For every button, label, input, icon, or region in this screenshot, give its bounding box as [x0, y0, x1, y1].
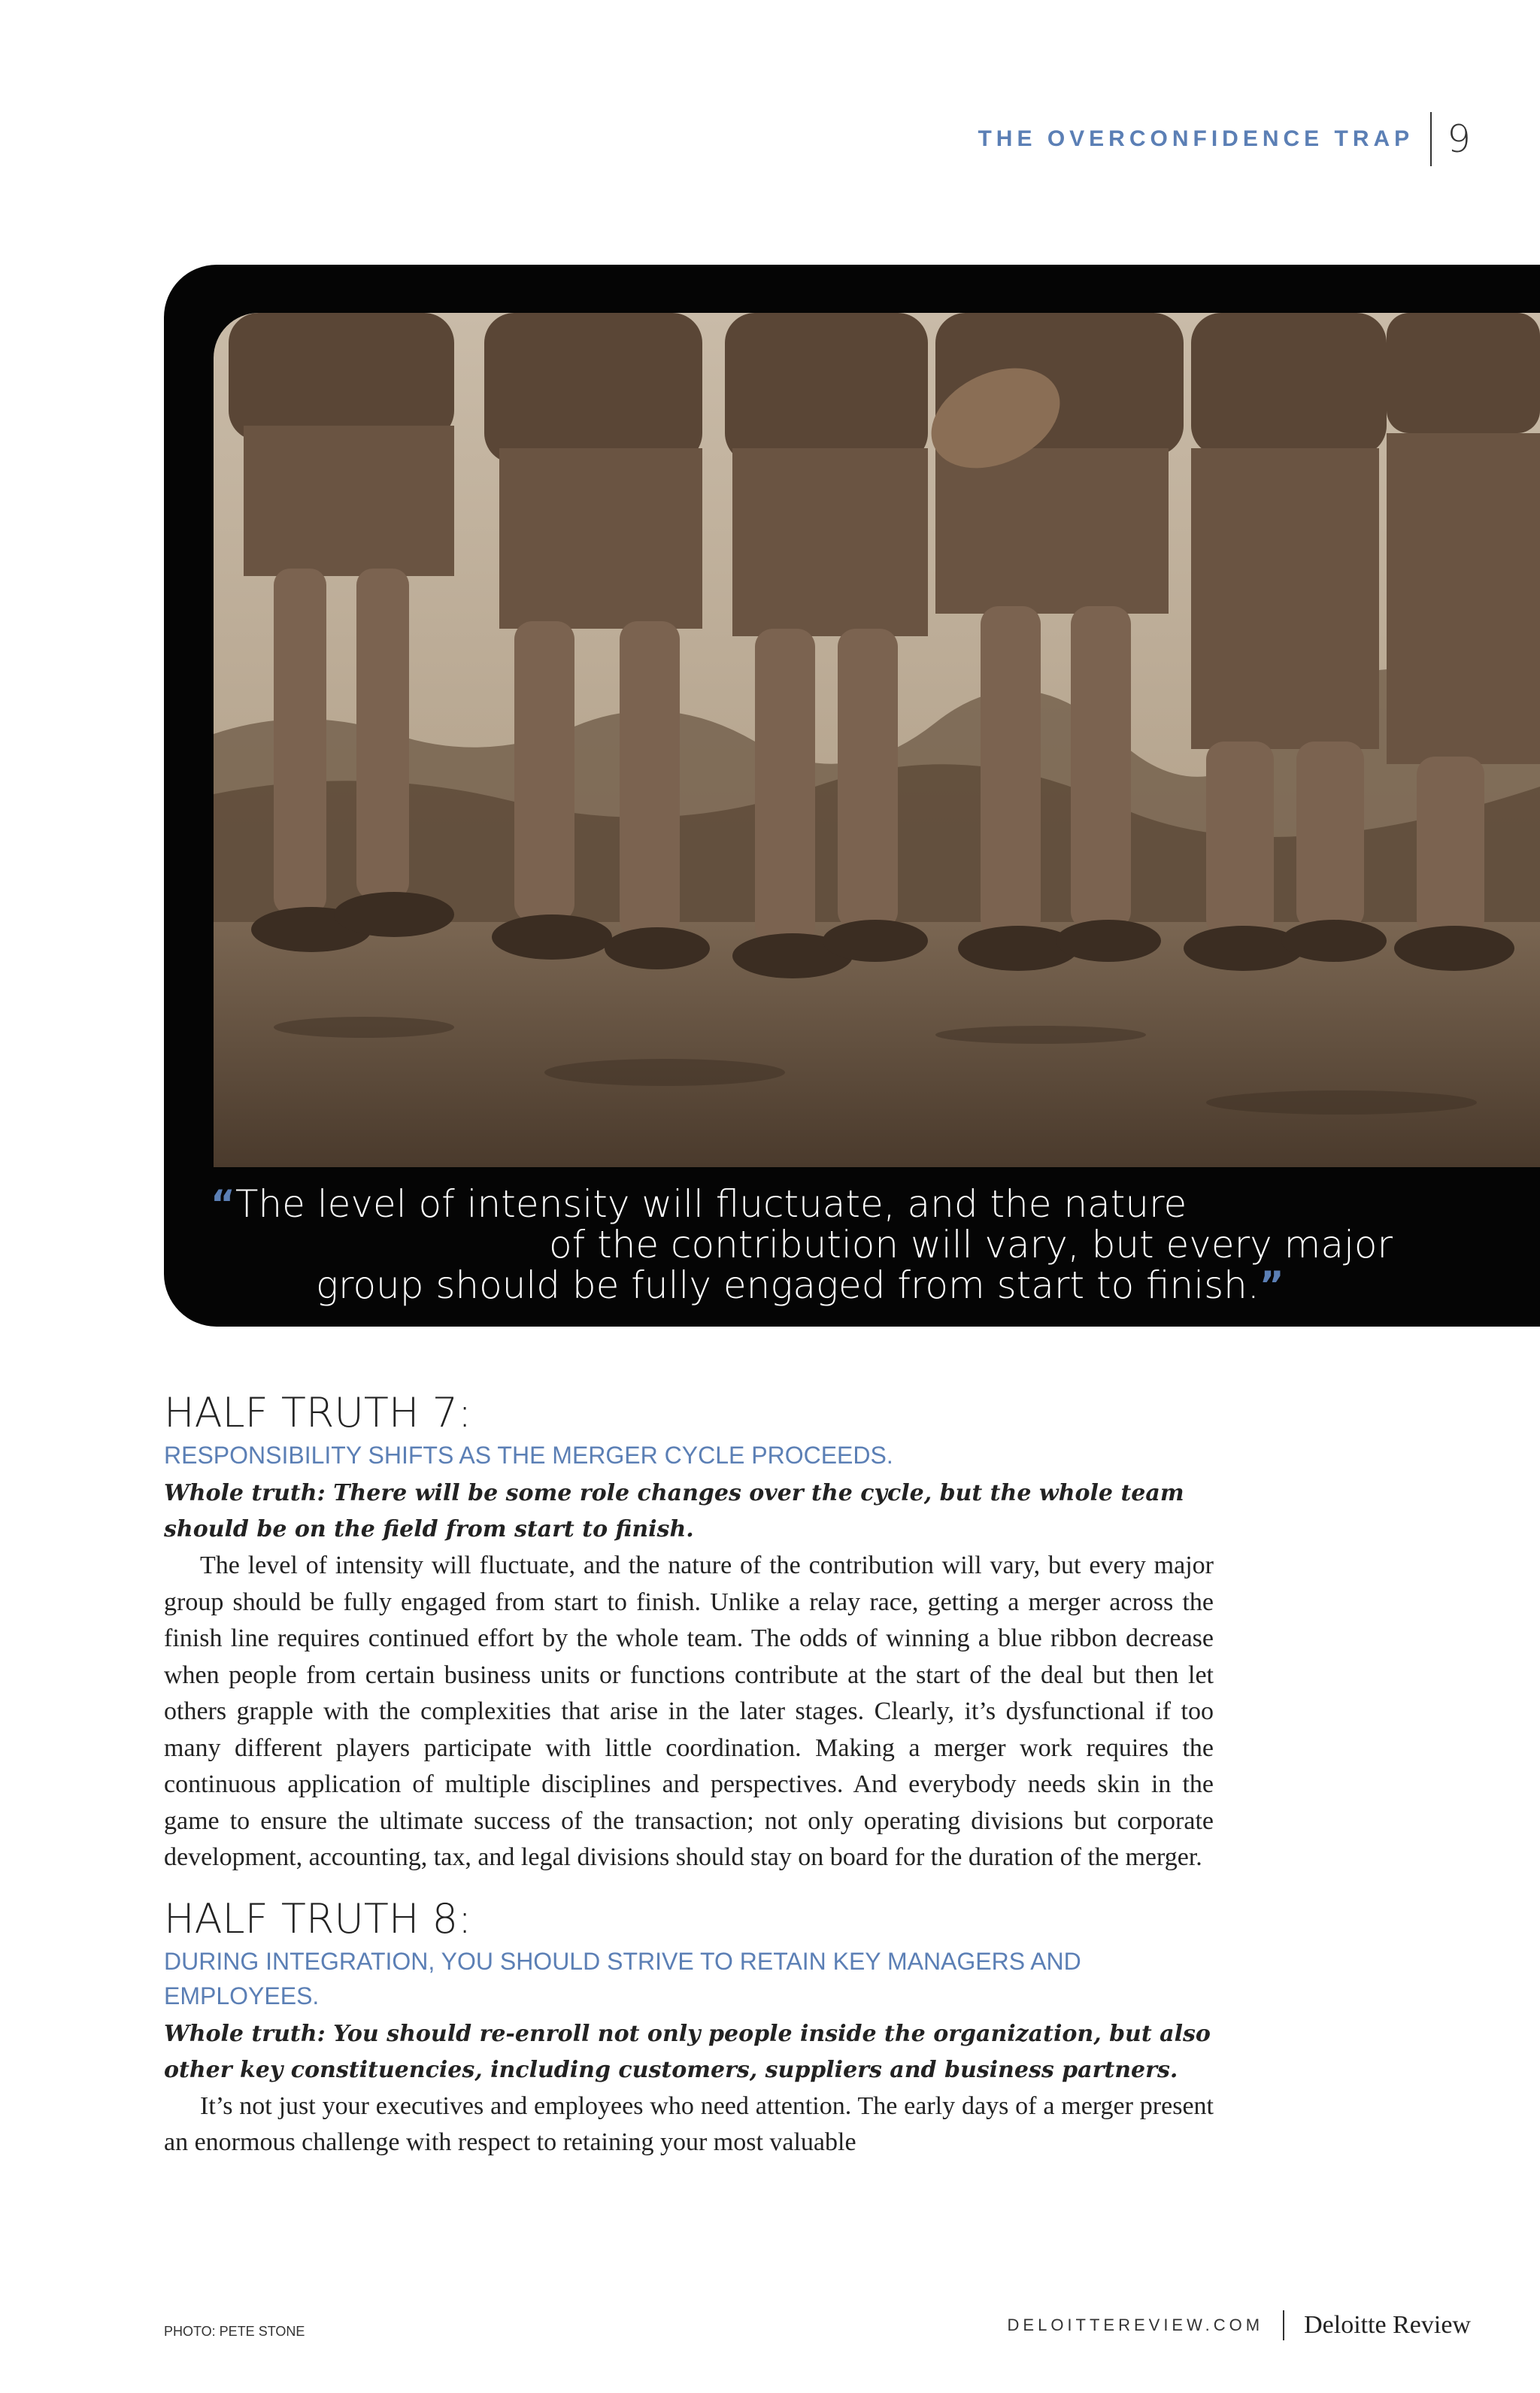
half-truth-7-subtitle: RESPONSIBILITY SHIFTS AS THE MERGER CYCLE PROCEEDS. — [164, 1442, 893, 1469]
half-truth-8-title: HALF TRUTH 8: — [164, 1894, 472, 1943]
half-truth-7-section — [164, 1390, 1214, 1876]
quote-line-2: of the contribution will vary, but every major — [549, 1223, 1393, 1266]
half-truth-7-body: The level of intensity will fluctuate, and the nature of the contribution will vary, but every major group should be fully engaged from start to finish. Unlike a relay race, getting a merger across the finish line requires continued effort by the whole team. The odds of winning a blue ribbon decrease when people from certain business units or functions contribute at the start of the deal but then let others grapple with the complexities that arise in the later stages. Clearly, it’s dysfunctional if too many different players participate with little coordination. Making a merger work requires the continuous application of multiple disciplines and perspectives. And everybody needs skin in the game to ensure the ultimate success of the transaction; not only operating divisions but corporate development, accounting, tax, and legal divisions should stay on board for the duration of the merger. — [164, 1551, 1214, 1871]
quote-line-1: The level of intensity will fluctuate, and the nature — [235, 1182, 1187, 1226]
page-number: 9 — [1447, 117, 1471, 161]
footer-brand: Deloitte Review — [1304, 2311, 1471, 2339]
quote-open-mark: “ — [211, 1182, 235, 1226]
running-title: THE OVERCONFIDENCE TRAP — [978, 126, 1414, 151]
half-truth-7-title: HALF TRUTH 7: — [164, 1389, 472, 1436]
half-truth-8-body: It’s not just your executives and employees who need attention. The early days of a merger present an enormous challenge with respect to retaining your most valuable — [164, 2091, 1214, 2156]
half-truth-8-whole-truth: Whole truth: You should re-enroll not only people inside the organization, but also other key constituencies, including customers, suppliers and business partners. — [164, 2020, 1211, 2083]
footer-site-link[interactable]: DELOITTEREVIEW.COM — [1007, 2316, 1264, 2334]
rugby-players-photo — [214, 313, 1540, 1167]
page-footer — [1008, 2310, 1471, 2340]
half-truth-8-subtitle: DURING INTEGRATION, YOU SHOULD STRIVE TO RETAIN KEY MANAGERS AND EMPLOYEES. — [164, 1947, 1081, 2009]
half-truth-8-section — [164, 1896, 1214, 2161]
photo-credit: PHOTO: PETE STONE — [164, 2324, 305, 2339]
half-truth-7-whole-truth: Whole truth: There will be some role changes over the cycle, but the whole team should be on the field from start to finish. — [164, 1480, 1184, 1542]
quote-line-3: group should be fully engaged from start to finish. — [316, 1263, 1260, 1307]
page-header — [978, 113, 1471, 165]
article-body — [164, 1390, 1214, 2161]
quote-close-mark: ” — [1259, 1263, 1284, 1307]
hero-panel — [164, 265, 1540, 1327]
